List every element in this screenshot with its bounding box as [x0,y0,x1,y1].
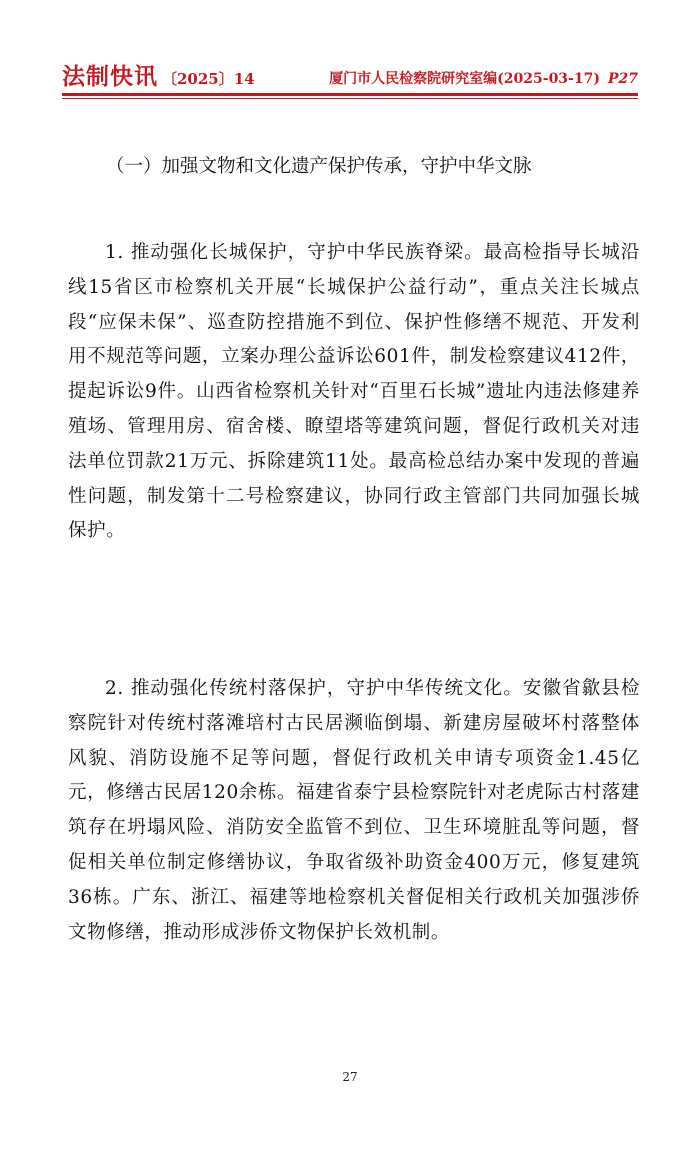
header-rule-thin [62,98,638,99]
page-tag: P27 [607,71,638,87]
page-header [62,60,638,90]
paragraph-2: 2. 推动强化传统村落保护，守护中华传统文化。安徽省歙县检察院针对传统村落滩培村古民居濒临倒塌、新建房屋破坏村落整体风貌、消防设施不足等问题，督促行政机关申请专项资金1.45亿元，修缮古民居120余栋。福建省泰宁县检察院针对老虎际古村落建筑存在坍塌风险、消防安全监管不到位、卫生环境脏乱等问题，督促相关单位制定修缮协议，争取省级补助资金400万元，修复建筑36栋。广东、浙江、福建等地检察机关督促相关行政机关加强涉侨文物修缮，推动形成涉侨文物保护长效机制。 [68,678,640,943]
editor-line: 厦门市人民检察院研究室编(2025-03-17) [329,71,600,87]
page-number: 27 [342,1070,358,1084]
section-heading: （一）加强文物和文化遗产保护传承，守护中华文脉 [106,156,532,177]
header-rule-thick [62,93,638,96]
header-right [329,68,638,90]
issue-number: 〔2025〕14 [162,70,255,88]
publication-title: 法制快讯 [62,63,158,90]
header-left [62,64,255,90]
paragraph-1: 1. 推动强化长城保护，守护中华民族脊梁。最高检指导长城沿线15省区市检察机关开展“长城保护公益行动”，重点关注长城点段“应保未保”、巡查防控措施不到位、保护性修缮不规范、开发利用不规范等问题，立案办理公益诉讼601件，制发检察建议412件，提起诉讼9件。山西省检察机关针对“百里石长城”遗址内违法修建养殖场、管理用房、宿舍楼、瞭望塔等建筑问题，督促行政机关对违法单位罚款21万元、拆除建筑11处。最高检总结办案中发现的普遍性问题，制发第十二号检察建议，协同行政主管部门共同加强长城保护。 [68,242,640,542]
